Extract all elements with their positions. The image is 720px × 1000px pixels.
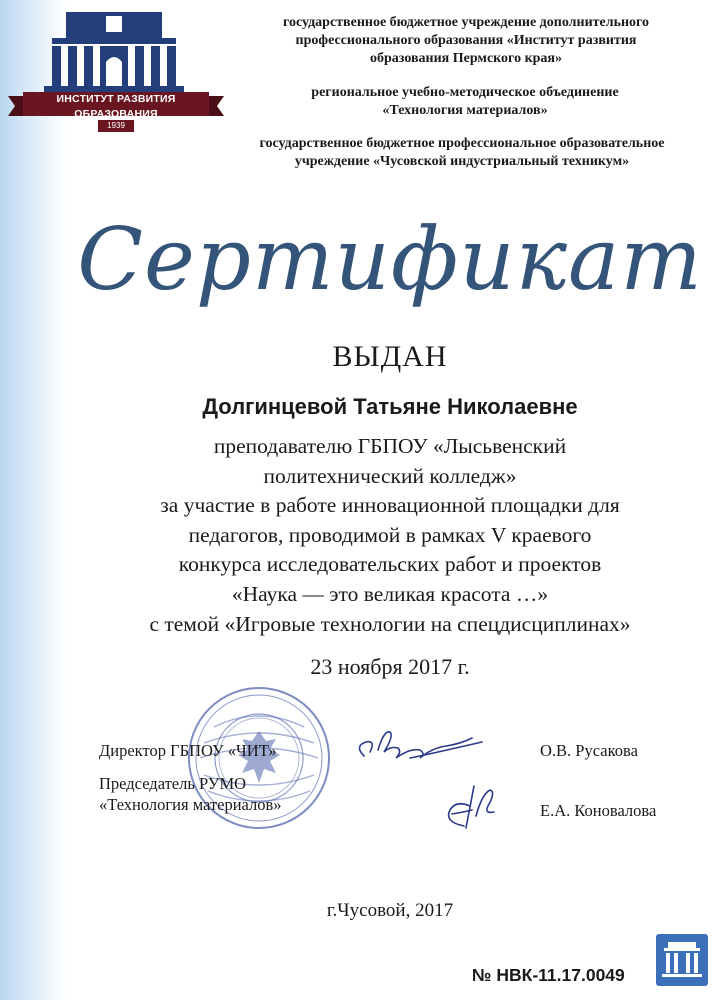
header-line: образования Пермского края» [370, 51, 562, 66]
body-line: «Наука — это великая красота …» [231, 581, 549, 606]
body-line: за участие в работе инновационной площадки для [160, 493, 620, 518]
chair-signature-icon [434, 776, 504, 836]
certificate-number: № НВК-11.17.0049 [472, 965, 625, 985]
chair-role-line1: Председатель РУМО [99, 774, 247, 793]
institute-logo [8, 6, 224, 142]
director-name: О.В. Русакова [540, 741, 638, 760]
header-line: учреждение «Чусовской индустриальный техникум» [294, 154, 630, 169]
body-line: политехнический колледж» [263, 463, 517, 488]
city-year: г.Чусовой, 2017 [326, 900, 454, 921]
header-line: государственное бюджетное учреждение дополнительного [282, 15, 650, 30]
issued-label: ВЫДАН [332, 340, 448, 373]
header-org-technikum [212, 135, 712, 171]
header-line: региональное учебно-методическое объединение [311, 85, 619, 100]
chair-name: Е.А. Коновалова [540, 801, 657, 820]
header-line: государственное бюджетное профессиональное образовательное [259, 136, 665, 151]
header-line: профессионального образования «Институт развития [295, 33, 637, 48]
header-org-institute [226, 14, 706, 68]
body-line: педагогов, проводимой в рамках V краевого [188, 522, 592, 547]
corner-institute-icon [654, 932, 710, 988]
logo-banner-title: ИНСТИТУТ РАЗВИТИЯ ОБРАЗОВАНИЯ [56, 93, 176, 120]
director-signature-icon [350, 720, 490, 772]
recipient-name: Долгинцевой Татьяне Николаевне [202, 394, 578, 419]
logo-banner-region: Пермского края [139, 120, 193, 127]
body-line: преподавателю ГБПОУ «Лысьвенский [213, 434, 567, 458]
chair-role-line2: «Технология материалов» [99, 795, 282, 814]
certificate-body [60, 432, 720, 639]
header-org-rumo [250, 84, 680, 120]
certificate-date: 23 ноября 2017 г. [310, 654, 470, 679]
director-role: Директор ГБПОУ «ЧИТ» [99, 741, 277, 760]
body-line: с темой «Игровые технологии на спецдисциплинах» [149, 611, 631, 636]
body-line: конкурса исследовательских работ и проектов [178, 552, 602, 577]
header-line: «Технология материалов» [382, 103, 548, 118]
logo-year: 1939 [98, 120, 134, 132]
certificate-title: Сертификат [77, 210, 703, 310]
